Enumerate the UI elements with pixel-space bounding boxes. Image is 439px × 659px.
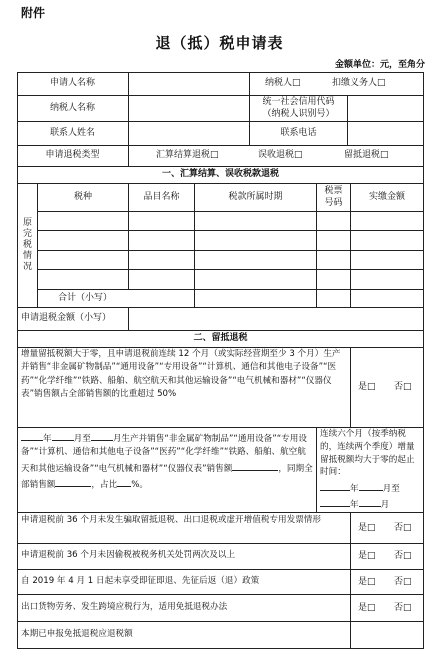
type-credit-checkbox[interactable]: 留抵退税□ <box>344 150 389 160</box>
q1-yes-checkbox[interactable]: 是□ <box>358 382 376 392</box>
q1-no-checkbox[interactable]: 否□ <box>394 382 412 392</box>
q4-text: 申请退税前 36 个月未因偷税被税务机关处罚两次及以上 <box>21 550 236 560</box>
q2-start-year-field[interactable] <box>21 430 43 441</box>
type-error-checkbox[interactable]: 误收退税□ <box>258 150 303 160</box>
q2-right-start-month-field[interactable] <box>359 480 383 491</box>
withholder-checkbox[interactable]: 扣缴义务人□ <box>332 78 386 88</box>
col-ticket-no-1: 税票 <box>324 186 343 196</box>
credit-code-label-line2: （纳税人识别号） <box>262 109 335 119</box>
attachment-label: 附件 <box>21 6 46 20</box>
q2-total-sales-field[interactable] <box>55 476 91 487</box>
q6-no-checkbox[interactable]: 否□ <box>394 603 412 613</box>
taxpayer-checkbox[interactable]: 纳税人□ <box>265 78 301 88</box>
taxpayer-name-label: 纳税人名称 <box>49 103 95 113</box>
q2-sales-field[interactable] <box>232 460 278 471</box>
q2-right-start-year-field[interactable] <box>320 480 350 491</box>
contact-name-field[interactable] <box>129 122 249 145</box>
refund-amount-field[interactable] <box>129 308 423 330</box>
section2-title: 二、留抵退税 <box>193 333 248 343</box>
q5-no-checkbox[interactable]: 否□ <box>394 577 412 587</box>
q6-yes-checkbox[interactable]: 是□ <box>358 603 376 613</box>
type-settlement-checkbox[interactable]: 汇算结算退税□ <box>156 150 219 160</box>
q2-right-dates: 年 月至年 月 <box>320 480 420 512</box>
col-ticket-no-2: 号码 <box>324 198 343 208</box>
q1-text: 增量留抵税额大于零，且申请退税前连续 12 个月（或实际经营期至少 3 个月）生产并销售“非金属矿物制品”“通用设备”“专用设备”“计算机、通信和其他电子设备”“医药”“化学纤维”“铁路、船舶、航空航天和其他运输设备”“电气机械和器材”“仪器仪表”销售额占全部销售额的比重超过 50% <box>21 349 341 400</box>
q3-text: 申请退税前 36 个月未发生骗取留抵退税、出口退税或虚开增值税专用发票情形 <box>21 515 321 525</box>
credit-code-field[interactable] <box>348 96 423 121</box>
subtotal-label: 合计（小写） <box>58 293 113 303</box>
refund-amount-label: 申请退税金额（小写） <box>21 313 112 323</box>
q7-text: 本期已申报免抵退税应退税额 <box>21 629 133 639</box>
q2-start-month-field[interactable] <box>52 430 74 441</box>
col-paid-amount: 实缴金额 <box>368 192 405 202</box>
q2-end-month-field[interactable] <box>91 430 113 441</box>
col-item-name: 品目名称 <box>143 192 180 202</box>
q2-right-text: 连续六个月（按季纳税的，连续两个季度）增量留抵税额均大于零的起止时间： <box>320 429 415 478</box>
q4-no-checkbox[interactable]: 否□ <box>394 551 412 561</box>
applicant-name-label: 申请人名称 <box>49 78 95 88</box>
subtotal-field[interactable] <box>351 290 423 307</box>
q3-no-checkbox[interactable]: 否□ <box>394 523 412 533</box>
col-tax-period: 税款所属时期 <box>228 192 283 202</box>
section1-title: 一、汇算结算、误收税款退税 <box>161 169 279 179</box>
q6-text: 出口货物劳务、发生跨境应税行为，适用免抵退税办法 <box>21 602 228 612</box>
contact-phone-field[interactable] <box>348 122 423 145</box>
amount-unit: 金额单位：元，至角分 <box>334 60 425 70</box>
q2-right-end-year-field[interactable] <box>320 496 350 507</box>
credit-code-label-line1: 统一社会信用代码 <box>262 97 335 107</box>
q5-yes-checkbox[interactable]: 是□ <box>358 577 376 587</box>
taxpayer-name-field[interactable] <box>129 96 249 121</box>
q7-amount-field[interactable] <box>351 622 423 648</box>
q5-text: 自 2019 年 4 月 1 日起未享受即征即退、先征后返（退）政策 <box>21 576 260 586</box>
q4-yes-checkbox[interactable]: 是□ <box>358 551 376 561</box>
refund-type-label: 申请退税类型 <box>45 150 100 160</box>
contact-phone-label: 联系电话 <box>280 128 317 138</box>
applicant-name-field[interactable] <box>129 73 249 95</box>
q2-ratio-field[interactable] <box>117 476 131 487</box>
contact-name-label: 联系人姓名 <box>49 128 95 138</box>
q2-right-end-month-field[interactable] <box>359 496 381 507</box>
col-tax-type: 税种 <box>73 192 92 202</box>
q2-text: 年 月至 月生产并销售“非金属矿物制品”“通用设备”“专用设备”“计算机、通信和其他电子设备”“医药”“化学纤维”“铁路、船舶、航空航天和其他运输设备”“电气机械和器材”“仪器仪表”销售额 ，同期全部销售额 ，占比 %。 <box>21 430 313 493</box>
form-title: 退（抵）税申请表 <box>155 34 284 52</box>
q3-yes-checkbox[interactable]: 是□ <box>358 523 376 533</box>
